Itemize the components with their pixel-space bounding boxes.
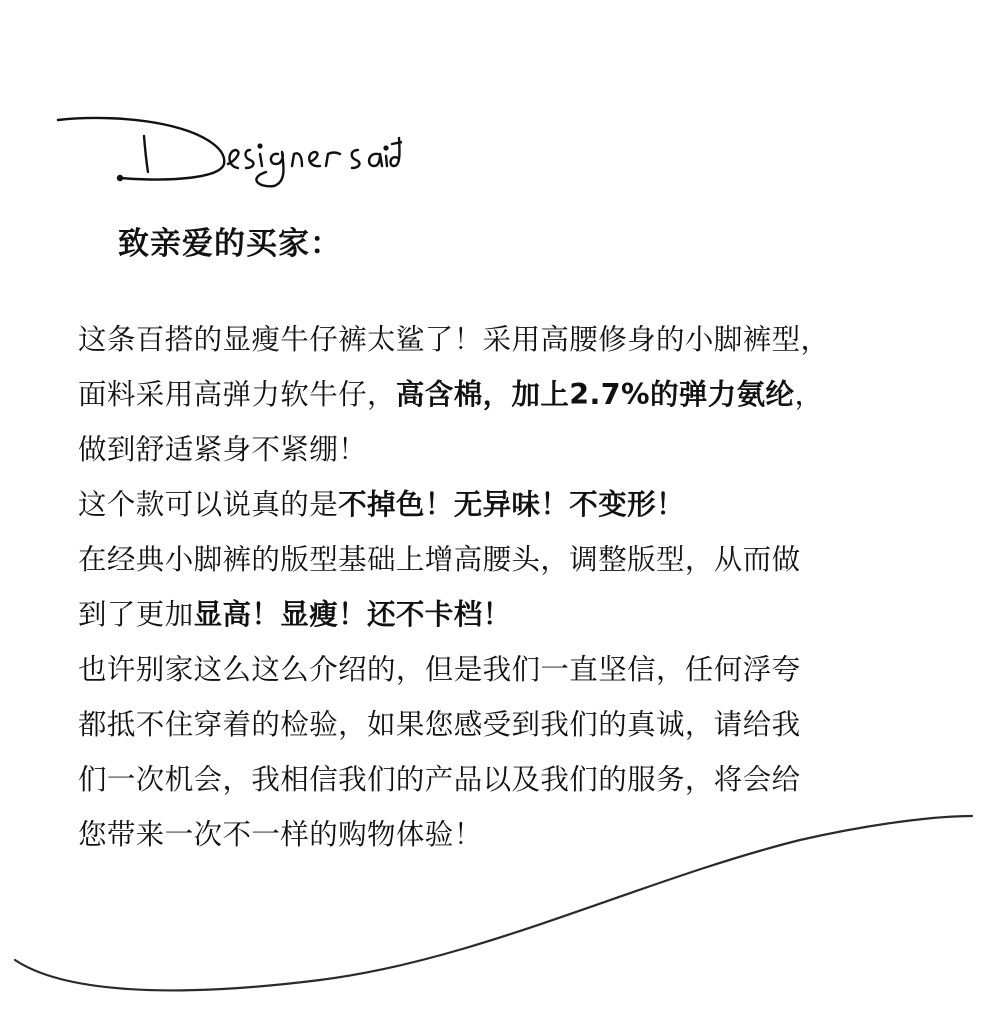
body-text-segment: 面料采用高弹力软牛仔， xyxy=(78,378,396,411)
emphasis-text: 高含棉，加上2.7%的弹力氨纶 xyxy=(395,378,795,411)
decorative-wave-line xyxy=(0,800,1000,1022)
body-text-segment: ， xyxy=(794,378,824,411)
emphasis-text: 显高！显瘦！还不卡档！ xyxy=(193,598,512,631)
body-text-segment: 做到舒适紧身不紧绷！ xyxy=(78,433,368,466)
greeting-heading: 致亲爱的买家： xyxy=(118,226,342,262)
body-text-segment: 在经典小脚裤的版型基础上增高腰头，调整版型，从而做 xyxy=(78,543,801,576)
body-text-segment: 您带来一次不一样的购物体验！ xyxy=(78,818,483,851)
body-text-segment: 也许别家这么这么介绍的，但是我们一直坚信，任何浮夸 xyxy=(78,653,801,686)
text-line xyxy=(78,752,938,807)
text-line xyxy=(78,477,938,532)
text-line xyxy=(78,532,938,587)
body-text-segment: 们一次机会，我相信我们的产品以及我们的服务，将会给 xyxy=(78,763,801,796)
body-text-segment: 这条百搭的显瘦牛仔裤太鲨了！采用高腰修身的小脚裤型， xyxy=(78,323,830,356)
text-line xyxy=(78,367,938,422)
text-line xyxy=(78,422,938,477)
text-line xyxy=(78,587,938,642)
body-text-segment: 这个款可以说真的是 xyxy=(78,488,339,521)
body-text-segment: 到了更加 xyxy=(78,598,194,631)
designer-said-signature xyxy=(52,108,402,200)
text-line xyxy=(78,642,938,697)
description-body xyxy=(78,312,938,862)
text-line xyxy=(78,697,938,752)
body-text-segment: 都抵不住穿着的检验，如果您感受到我们的真诚，请给我 xyxy=(78,708,801,741)
text-line xyxy=(78,312,938,367)
emphasis-text: 不掉色！无异味！不变形！ xyxy=(338,488,685,521)
